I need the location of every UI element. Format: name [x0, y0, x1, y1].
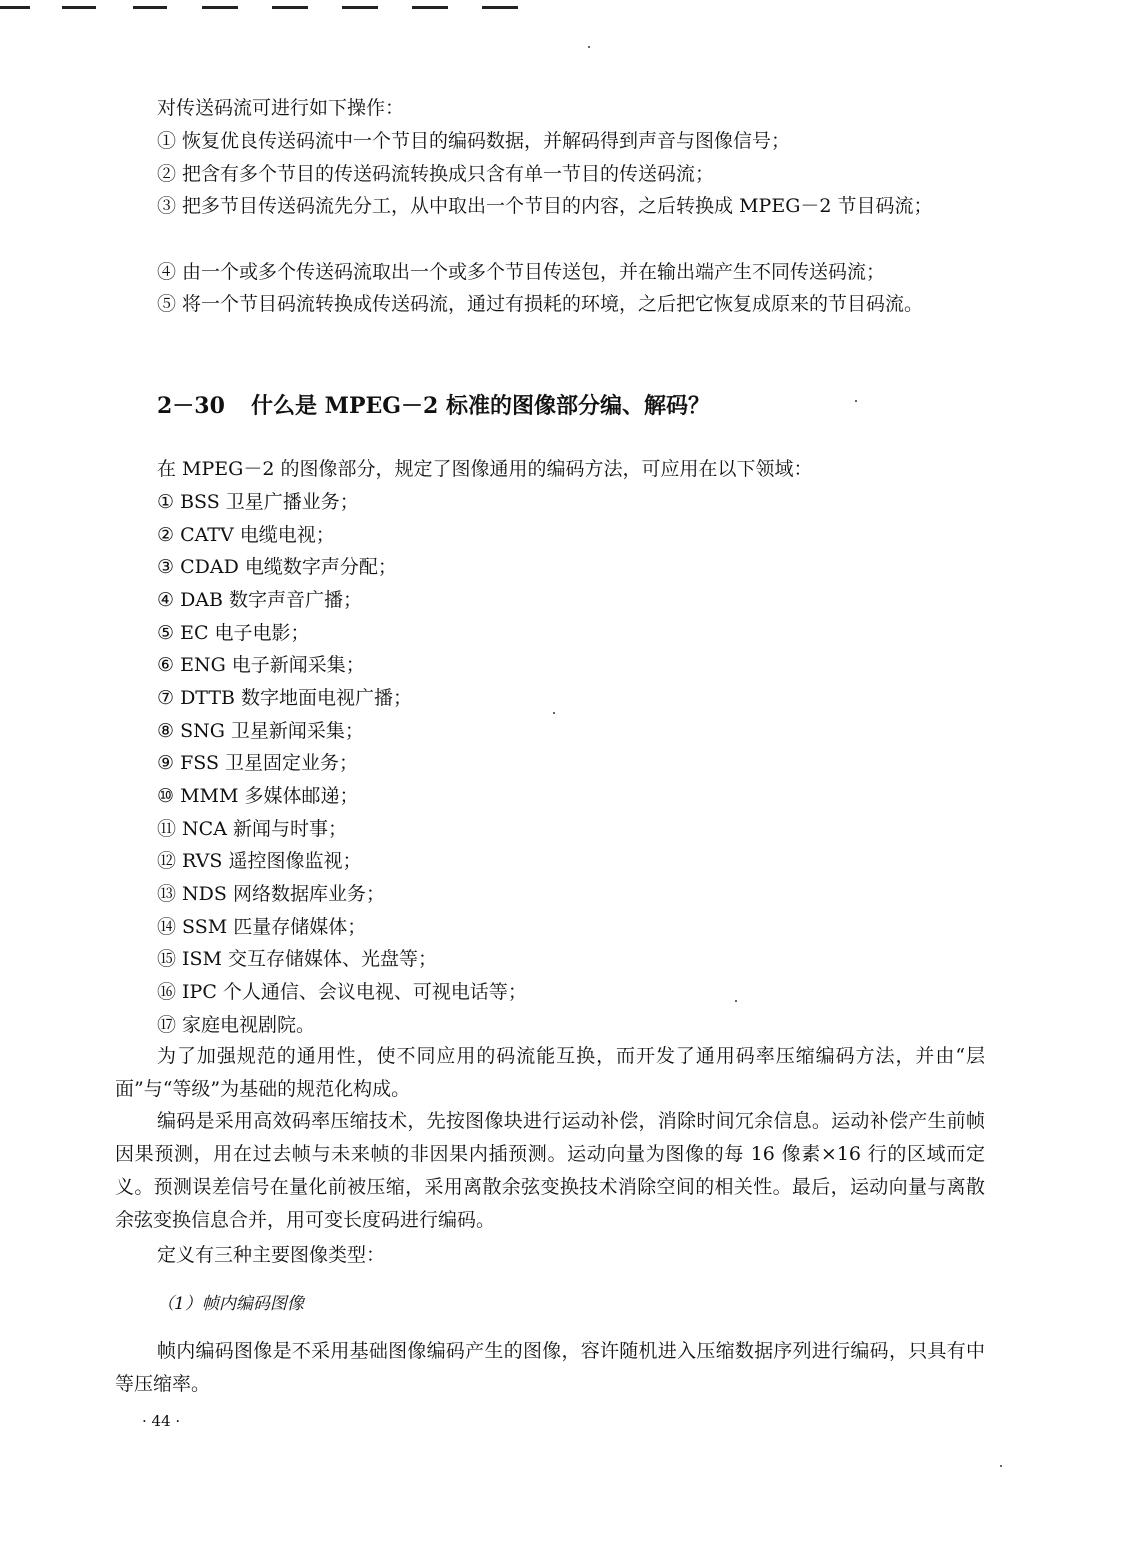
- section-title: 什么是 MPEG－2 标准的图像部分编、解码？: [250, 393, 711, 419]
- list-item: ⑤ EC 电子电影；: [157, 622, 310, 644]
- list-item: ④ 由一个或多个传送码流取出一个或多个节目传送包，并在输出端产生不同传送码流；: [157, 261, 886, 283]
- scan-speck: [588, 46, 590, 48]
- list-item: ⑫ RVS 遥控图像监视；: [157, 850, 362, 872]
- rule-segment: [482, 6, 518, 9]
- list-item-wrapped: ③ 把多节目传送码流先分工，从中取出一个节目的内容，之后转换成 MPEG－2 节目码流；: [157, 195, 933, 217]
- scan-speck: [855, 400, 857, 402]
- list-item: ① 恢复优良传送码流中一个节目的编码数据，并解码得到声音与图像信号；: [157, 130, 791, 152]
- page-number: · 44 ·: [142, 1412, 181, 1430]
- list-item: ⑥ ENG 电子新闻采集；: [157, 654, 365, 676]
- list-item: ⑬ NDS 网络数据库业务；: [157, 883, 385, 905]
- section2-intro: 在 MPEG－2 的图像部分，规定了图像通用的编码方法，可应用在以下领域：: [157, 458, 813, 480]
- list-item: ⑩ MMM 多媒体邮递；: [157, 785, 359, 807]
- rule-segment: [272, 6, 308, 9]
- rule-segment: [342, 6, 378, 9]
- list-item: ⑭ SSM 匹量存储媒体；: [157, 916, 367, 938]
- list-item: ⑧ SNG 卫星新闻采集；: [157, 720, 364, 742]
- rule-segment: [412, 6, 448, 9]
- list-item-wrapped: ⑤ 将一个节目码流转换成传送码流，通过有损耗的环境，之后把它恢复成原来的节目码流。: [157, 293, 924, 315]
- body-paragraph: 编码是采用高效码率压缩技术，先按图像块进行运动补偿，消除时间冗余信息。运动补偿产生前帧因果预测，用在过去帧与未来帧的非因果内插预测。运动向量为图像的每 16 像素×16 行的区域而定义。预测误差信号在量化前被压缩，采用离散余弦变换技术消除空间的相关性。最后，运动向量与离散余弦变换信息合并，用可变长度码进行编码。: [115, 1110, 985, 1231]
- scan-speck: [1000, 1465, 1002, 1467]
- rule-segment: [62, 6, 96, 9]
- scan-speck: [735, 1000, 737, 1002]
- top-rule: [0, 0, 560, 14]
- section-number: 2－30: [157, 393, 225, 419]
- body-paragraph: 帧内编码图像是不采用基础图像编码产生的图像，容许随机进入压缩数据序列进行编码，只具有中等压缩率。: [115, 1340, 985, 1395]
- body-paragraph: 定义有三种主要图像类型：: [157, 1244, 386, 1266]
- list-item: ② 把含有多个节目的传送码流转换成只含有单一节目的传送码流；: [157, 163, 715, 185]
- subsection-title: （1）帧内编码图像: [157, 1294, 304, 1314]
- list-item: ⑯ IPC 个人通信、会议电视、可视电话等；: [157, 981, 527, 1003]
- rule-segment: [133, 6, 167, 9]
- list-item: ③ CDAD 电缆数字声分配；: [157, 556, 397, 578]
- section1-intro: 对传送码流可进行如下操作：: [157, 97, 405, 119]
- list-item: ⑰ 家庭电视剧院。: [157, 1014, 316, 1036]
- body-paragraph: 为了加强规范的通用性，使不同应用的码流能互换，而开发了通用码率压缩编码方法，并由“层面”与“等级”为基础的规范化构成。: [115, 1045, 985, 1100]
- rule-segment: [0, 6, 30, 9]
- list-item: ⑮ ISM 交互存储媒体、光盘等；: [157, 948, 438, 970]
- rule-segment: [202, 6, 238, 9]
- scan-speck: [553, 712, 555, 714]
- list-item: ⑪ NCA 新闻与时事；: [157, 818, 347, 840]
- list-item: ① BSS 卫星广播业务；: [157, 491, 359, 513]
- list-item: ④ DAB 数字声音广播；: [157, 589, 363, 611]
- section-heading: [157, 389, 710, 420]
- list-item: ② CATV 电缆电视；: [157, 524, 335, 546]
- list-item: ⑨ FSS 卫星固定业务；: [157, 752, 358, 774]
- list-item: ⑦ DTTB 数字地面电视广播；: [157, 687, 413, 709]
